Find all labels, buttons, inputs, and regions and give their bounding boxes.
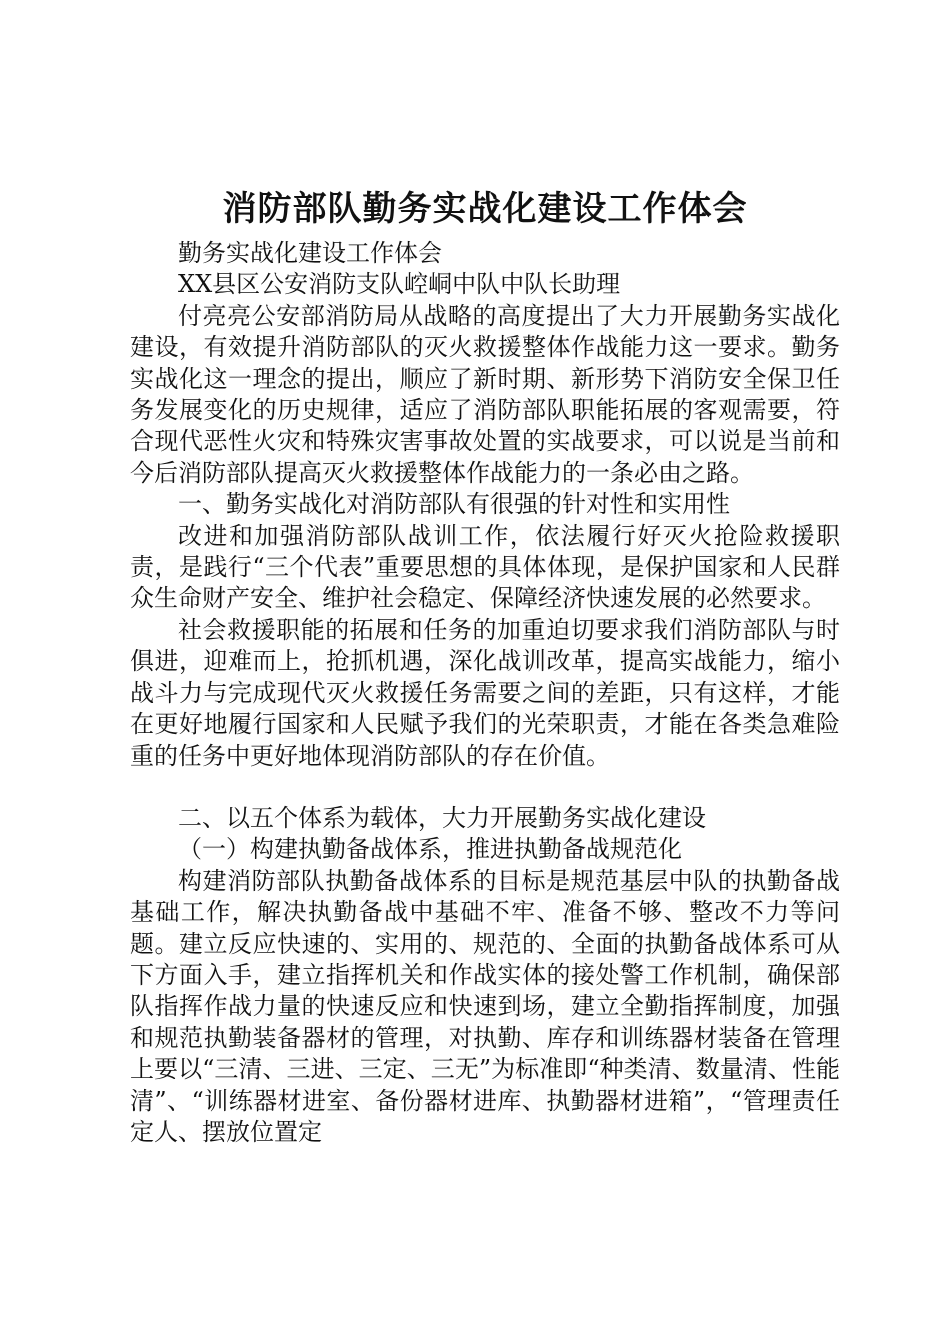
author-line: XX县区公安消防支队崆峒中队中队长助理 <box>178 270 621 299</box>
body-paragraph: 社会救援职能的拓展和任务的加重迫切要求我们消防部队与时俱进，迎难而上，抢抓机遇，深化战训改革，提高实战能力，缩小战斗力与完成现代灭火救援任务需要之间的差距，只有这样，才能在更好地履行国家和人民赋予我们的光荣职责，才能在各类急难险重的任务中更好地体现消防部队的存在价值。 <box>130 615 840 770</box>
document-page <box>130 186 840 1148</box>
body-paragraph: 构建消防部队执勤备战体系的目标是规范基层中队的执勤备战基础工作，解决执勤备战中基础不牢、准备不够、整改不力等问题。建立反应快速的、实用的、规范的、全面的执勤备战体系可从下方面入手，建立指挥机关和作战实体的接处警工作机制，确保部队指挥作战力量的快速反应和快速到场，建立全勤指挥制度，加强和规范执勤装备器材的管理，对执勤、库存和训练器材装备在管理上要以“三清、三进、三定、三无”为标准即“种类清、数量清、性能清”、“训练器材进室、备份器材进库、执勤器材进箱”，“管理责任定人、摆放位置定 <box>130 866 840 1146</box>
section-heading-2: 二、以五个体系为载体，大力开展勤务实战化建设 <box>178 803 706 832</box>
subsection-heading-1: （一）构建执勤备战体系，推进执勤备战规范化 <box>178 835 682 864</box>
intro-paragraph: 付亮亮公安部消防局从战略的高度提出了大力开展勤务实战化建设，有效提升消防部队的灭火救援整体作战能力这一要求。勤务实战化这一理念的提出，顺应了新时期、新形势下消防安全保卫任务发展变化的历史规律，适应了消防部队职能拓展的客观需要，符合现代恶性火灾和特殊灾害事故处置的实战要求，可以说是当前和今后消防部队提高灭火救援整体作战能力的一条必由之路。 <box>130 301 840 487</box>
subtitle-paragraph: 勤务实战化建设工作体会 <box>178 239 442 267</box>
section-heading-1: 一、勤务实战化对消防部队有很强的针对性和实用性 <box>178 490 730 519</box>
body-paragraph: 改进和加强消防部队战训工作，依法履行好灭火抢险救援职责，是践行“三个代表”重要思想的具体体现，是保护国家和人民群众生命财产安全、维护社会稳定、保障经济快速发展的必然要求。 <box>130 521 840 613</box>
blank-line <box>130 772 840 803</box>
document-title: 消防部队勤务实战化建设工作体会 <box>222 189 748 229</box>
